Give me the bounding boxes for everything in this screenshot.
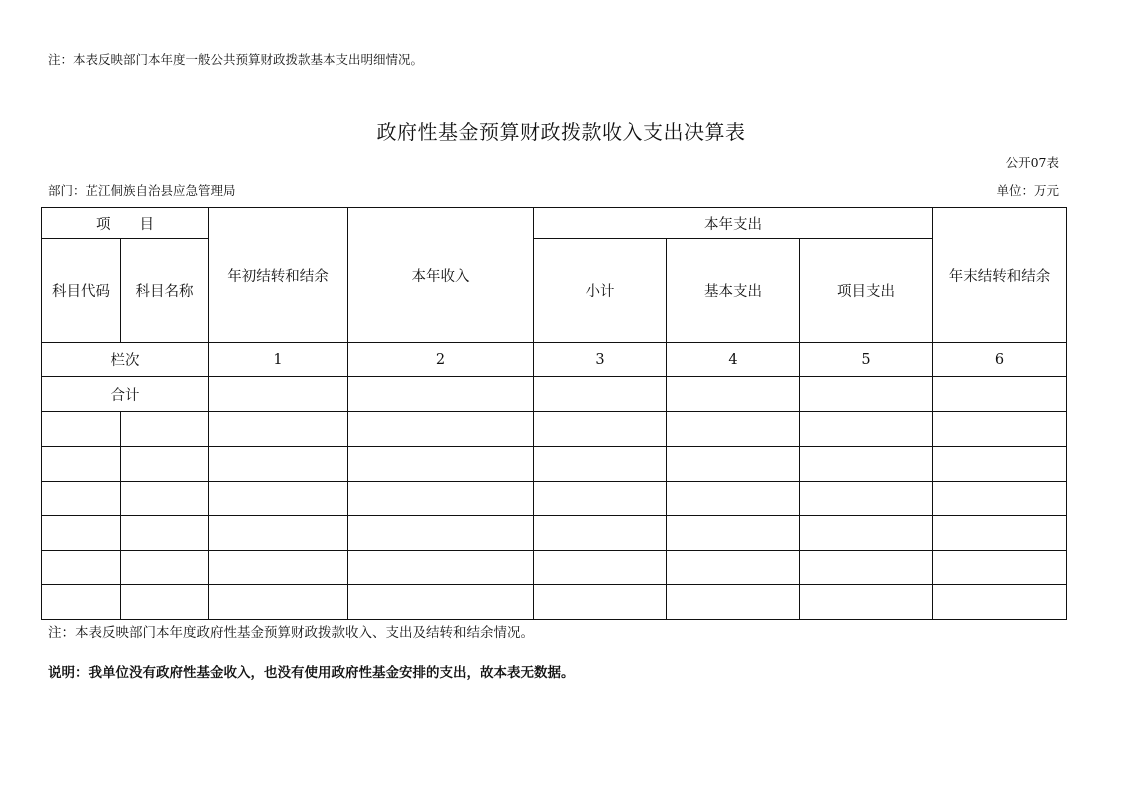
column-number: 2 [348, 343, 534, 377]
table-cell [121, 551, 209, 585]
table-cell [121, 447, 209, 482]
table-cell [42, 447, 121, 482]
table-cell [800, 551, 933, 585]
table-cell [42, 482, 121, 516]
header-row-1 [42, 208, 1067, 239]
unit-label: 单位：万元 [996, 183, 1059, 198]
table-cell [933, 447, 1067, 482]
table-cell [667, 585, 800, 620]
table-cell [933, 516, 1067, 551]
table-cell [534, 585, 667, 620]
table-row [42, 447, 1067, 482]
header-basic-expenditure: 基本支出 [667, 239, 800, 343]
table-cell [933, 377, 1067, 412]
table-row [42, 585, 1067, 620]
table-cell [667, 447, 800, 482]
table-cell [534, 412, 667, 447]
row-number-label: 栏次 [42, 343, 209, 377]
table-cell [933, 412, 1067, 447]
column-number: 4 [667, 343, 800, 377]
table-cell [209, 412, 348, 447]
total-row [42, 377, 1067, 412]
header-subject-name: 科目名称 [121, 239, 209, 343]
table-cell [348, 585, 534, 620]
table-cell [209, 551, 348, 585]
column-number: 6 [933, 343, 1067, 377]
department-label: 部门：芷江侗族自治县应急管理局 [48, 183, 236, 198]
table-row [42, 551, 1067, 585]
table-cell [667, 482, 800, 516]
table-cell [348, 551, 534, 585]
table-cell [667, 516, 800, 551]
table-cell [209, 482, 348, 516]
table-cell [121, 516, 209, 551]
table-cell [42, 585, 121, 620]
table-cell [667, 377, 800, 412]
table-cell [800, 516, 933, 551]
header-subject-code: 科目代码 [42, 239, 121, 343]
column-number-row [42, 343, 1067, 377]
column-number: 3 [534, 343, 667, 377]
bottom-note: 注：本表反映部门本年度政府性基金预算财政拨款收入、支出及结转和结余情况。 [48, 625, 534, 641]
column-number: 1 [209, 343, 348, 377]
table-cell [209, 377, 348, 412]
budget-table [41, 207, 1067, 620]
table-cell [534, 482, 667, 516]
table-row [42, 516, 1067, 551]
table-cell [121, 585, 209, 620]
table-row [42, 412, 1067, 447]
header-project: 项 目 [42, 208, 209, 239]
table-cell [42, 551, 121, 585]
table-cell [667, 412, 800, 447]
table-cell [42, 412, 121, 447]
table-cell [348, 482, 534, 516]
table-cell [933, 482, 1067, 516]
header-closing-balance: 年末结转和结余 [933, 208, 1067, 343]
table-cell [209, 447, 348, 482]
table-cell [800, 585, 933, 620]
table-cell [667, 551, 800, 585]
explanation-note: 说明：我单位没有政府性基金收入，也没有使用政府性基金安排的支出，故本表无数据。 [48, 665, 575, 681]
table-cell [534, 447, 667, 482]
table-cell [121, 482, 209, 516]
table-cell [209, 516, 348, 551]
table-cell [800, 377, 933, 412]
table-row [42, 482, 1067, 516]
table-cell [933, 551, 1067, 585]
page-title: 政府性基金预算财政拨款收入支出决算表 [376, 120, 746, 144]
table-cell [42, 516, 121, 551]
header-subtotal: 小计 [534, 239, 667, 343]
header-expenditure: 本年支出 [534, 208, 933, 239]
table-cell [534, 516, 667, 551]
table-code: 公开07表 [1005, 155, 1059, 170]
total-label: 合计 [42, 377, 209, 412]
header-income: 本年收入 [348, 208, 534, 343]
header-project-expenditure: 项目支出 [800, 239, 933, 343]
header-opening-balance: 年初结转和结余 [209, 208, 348, 343]
top-note: 注：本表反映部门本年度一般公共预算财政拨款基本支出明细情况。 [48, 52, 424, 67]
header-row-2 [42, 239, 1067, 343]
table-cell [348, 377, 534, 412]
table-cell [800, 412, 933, 447]
column-number: 5 [800, 343, 933, 377]
table-cell [348, 447, 534, 482]
table-cell [933, 585, 1067, 620]
table-cell [348, 516, 534, 551]
table-cell [800, 447, 933, 482]
table-cell [534, 551, 667, 585]
table-cell [209, 585, 348, 620]
table-cell [348, 412, 534, 447]
table-cell [534, 377, 667, 412]
table-cell [800, 482, 933, 516]
table-cell [121, 412, 209, 447]
